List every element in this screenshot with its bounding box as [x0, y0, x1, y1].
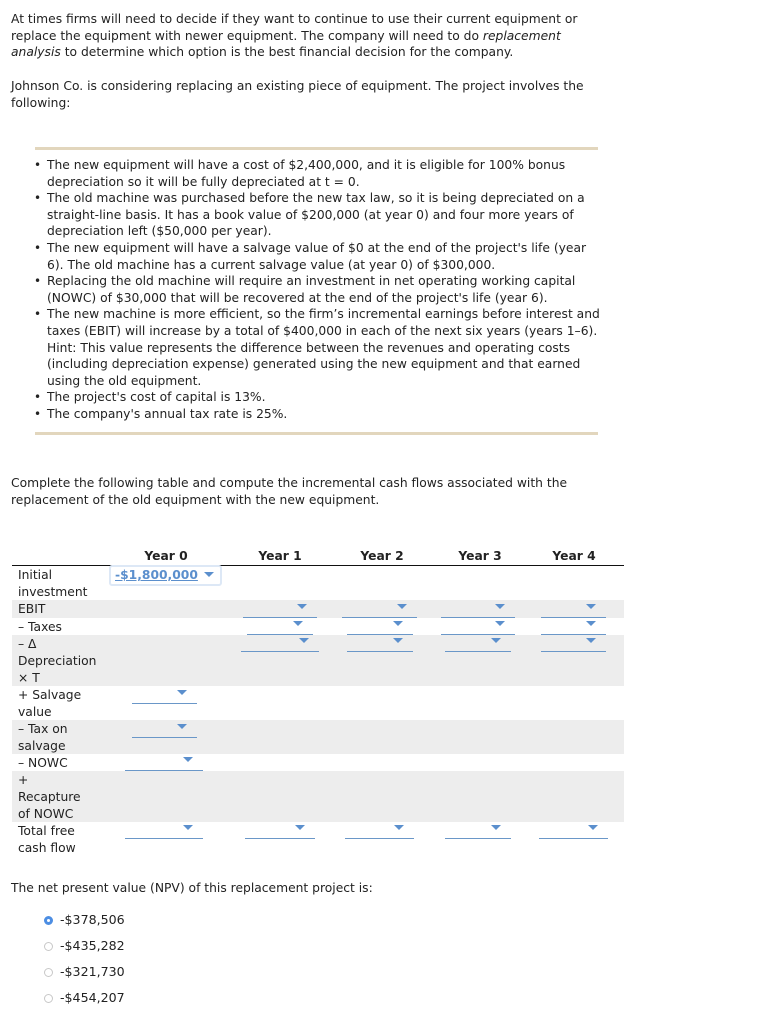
dropdown-ebit-y3[interactable]	[441, 601, 515, 618]
dropdown-taxes-y4[interactable]	[541, 618, 606, 635]
divider-bottom	[35, 432, 598, 435]
dropdown-ebit-y2[interactable]	[342, 601, 417, 618]
chevron-down-icon	[393, 638, 403, 643]
fact-item: • The old machine was purchased before the new tax law, so it is being depreciated on a straight-line basis. It has a book value of $200,000 (at year 0) and four more years of depreciation left ($50,000 per year).	[30, 190, 605, 240]
table-instructions: Complete the following table and compute the incremental cash flows associated with the replacement of the old equipment with the new equipment.	[11, 476, 568, 507]
chevron-down-icon	[495, 621, 505, 626]
intro-italic-term: replacement analysis	[11, 28, 561, 60]
chevron-down-icon	[299, 638, 309, 643]
dropdown-total-y4[interactable]	[539, 822, 608, 839]
fact-item: • The new equipment will have a cost of $2,400,000, and it is eligible for 100% bonus depreciation so it will be fully depreciated at t = 0.	[30, 157, 605, 190]
chevron-down-icon	[491, 638, 501, 643]
dropdown-dep-y2[interactable]	[347, 635, 413, 652]
row-delta-depreciation-tax	[12, 635, 624, 686]
chevron-down-icon	[293, 621, 303, 626]
cash-flow-table	[12, 548, 624, 856]
table-header	[12, 548, 624, 566]
radio-icon[interactable]	[44, 994, 53, 1003]
dropdown-initial-investment-y0[interactable]	[109, 565, 222, 586]
chevron-down-icon	[393, 621, 403, 626]
row-label: Initial investment	[18, 568, 88, 599]
col-year-0: Year 0	[144, 549, 188, 563]
chevron-down-icon	[586, 604, 596, 609]
chevron-down-icon	[586, 621, 596, 626]
chevron-down-icon	[177, 690, 187, 695]
chevron-down-icon	[495, 604, 505, 609]
row-label: – Taxes	[18, 620, 62, 634]
dropdown-dep-y1[interactable]	[241, 635, 319, 652]
chevron-down-icon	[491, 825, 501, 830]
row-initial-investment	[12, 566, 624, 600]
dropdown-dep-y3[interactable]	[445, 635, 511, 652]
npv-question: The net present value (NPV) of this replacement project is:	[11, 881, 373, 895]
option-label: -$378,506	[60, 912, 125, 927]
intro-text-2: to determine which option is the best financial decision for the company.	[60, 45, 514, 60]
col-year-3: Year 3	[458, 549, 502, 563]
intro-text-1: At times firms will need to decide if they want to continue to use their current equipment or replace the equipment with newer equipment. The company will need to do	[11, 12, 578, 43]
chevron-down-icon	[588, 825, 598, 830]
dropdown-ebit-y1[interactable]	[243, 601, 317, 618]
row-label: + Recapture of NOWC	[18, 773, 81, 821]
chevron-down-icon	[394, 825, 404, 830]
dropdown-total-y1[interactable]	[245, 822, 315, 839]
fact-item: • The new equipment will have a salvage value of $0 at the end of the project's life (year 6). The old machine has a current salvage value (at year 0) of $300,000.	[30, 240, 605, 273]
chevron-down-icon	[397, 604, 407, 609]
fact-item: • The company's annual tax rate is 25%.	[30, 406, 605, 423]
chevron-down-icon	[204, 572, 214, 577]
row-label: – Δ Depreciation × T	[18, 637, 97, 685]
option-label: -$454,207	[60, 990, 125, 1005]
radio-icon[interactable]	[44, 942, 53, 951]
npv-option-3[interactable]	[44, 964, 125, 990]
row-total-fcf	[12, 822, 624, 856]
row-taxes	[12, 618, 624, 635]
chevron-down-icon	[177, 724, 187, 729]
dropdown-tax-salvage-y0[interactable]	[132, 721, 197, 738]
row-nowc	[12, 754, 624, 771]
dropdown-nowc-y0[interactable]	[125, 754, 203, 771]
chevron-down-icon	[295, 825, 305, 830]
npv-options	[44, 912, 125, 1016]
fact-item: • The new machine is more efficient, so the firm’s incremental earnings before interest and taxes (EBIT) will increase by a total of $400,000 in each of the next six years (years 1–6). Hint: This value represents the difference between the revenues and operating costs (including depreciation expense) generated using the new equipment and that earned using the old equipment.	[30, 306, 605, 389]
row-label: EBIT	[18, 602, 46, 616]
radio-icon[interactable]	[44, 968, 53, 977]
npv-option-4[interactable]	[44, 990, 125, 1016]
company-intro: Johnson Co. is considering replacing an existing piece of equipment. The project involves the following:	[11, 79, 584, 110]
project-facts-list	[30, 157, 605, 423]
col-year-1: Year 1	[258, 549, 302, 563]
npv-option-1[interactable]	[44, 912, 125, 938]
selected-value: -$1,800,000	[115, 568, 198, 582]
chevron-down-icon	[586, 638, 596, 643]
chevron-down-icon	[297, 604, 307, 609]
dropdown-total-y2[interactable]	[345, 822, 414, 839]
dropdown-taxes-y3[interactable]	[441, 618, 515, 635]
row-salvage-value	[12, 686, 624, 720]
dropdown-taxes-y2[interactable]	[347, 618, 413, 635]
col-year-2: Year 2	[360, 549, 404, 563]
fact-item: • Replacing the old machine will require an investment in net operating working capital (NOWC) of $30,000 that will be recovered at the end of the project's life (year 6).	[30, 273, 605, 306]
divider-top	[35, 147, 598, 150]
npv-option-2[interactable]	[44, 938, 125, 964]
dropdown-ebit-y4[interactable]	[541, 601, 606, 618]
row-label: – NOWC	[18, 756, 68, 770]
col-year-4: Year 4	[552, 549, 596, 563]
dropdown-taxes-y1[interactable]	[247, 618, 313, 635]
intro-paragraph	[11, 11, 601, 61]
dropdown-dep-y4[interactable]	[541, 635, 606, 652]
dropdown-total-y3[interactable]	[445, 822, 511, 839]
row-label: Total free cash flow	[18, 824, 76, 855]
option-label: -$321,730	[60, 964, 125, 979]
row-recapture-nowc	[12, 771, 624, 822]
dropdown-salvage-y0[interactable]	[132, 687, 197, 704]
row-tax-on-salvage	[12, 720, 624, 754]
row-label: + Salvage value	[18, 688, 82, 719]
dropdown-total-y0[interactable]	[125, 822, 203, 839]
chevron-down-icon	[183, 757, 193, 762]
fact-item: • The project's cost of capital is 13%.	[30, 389, 605, 406]
row-ebit	[12, 600, 624, 618]
chevron-down-icon	[183, 825, 193, 830]
row-label: – Tax on salvage	[18, 722, 68, 753]
radio-selected-icon[interactable]	[44, 916, 53, 925]
option-label: -$435,282	[60, 938, 125, 953]
